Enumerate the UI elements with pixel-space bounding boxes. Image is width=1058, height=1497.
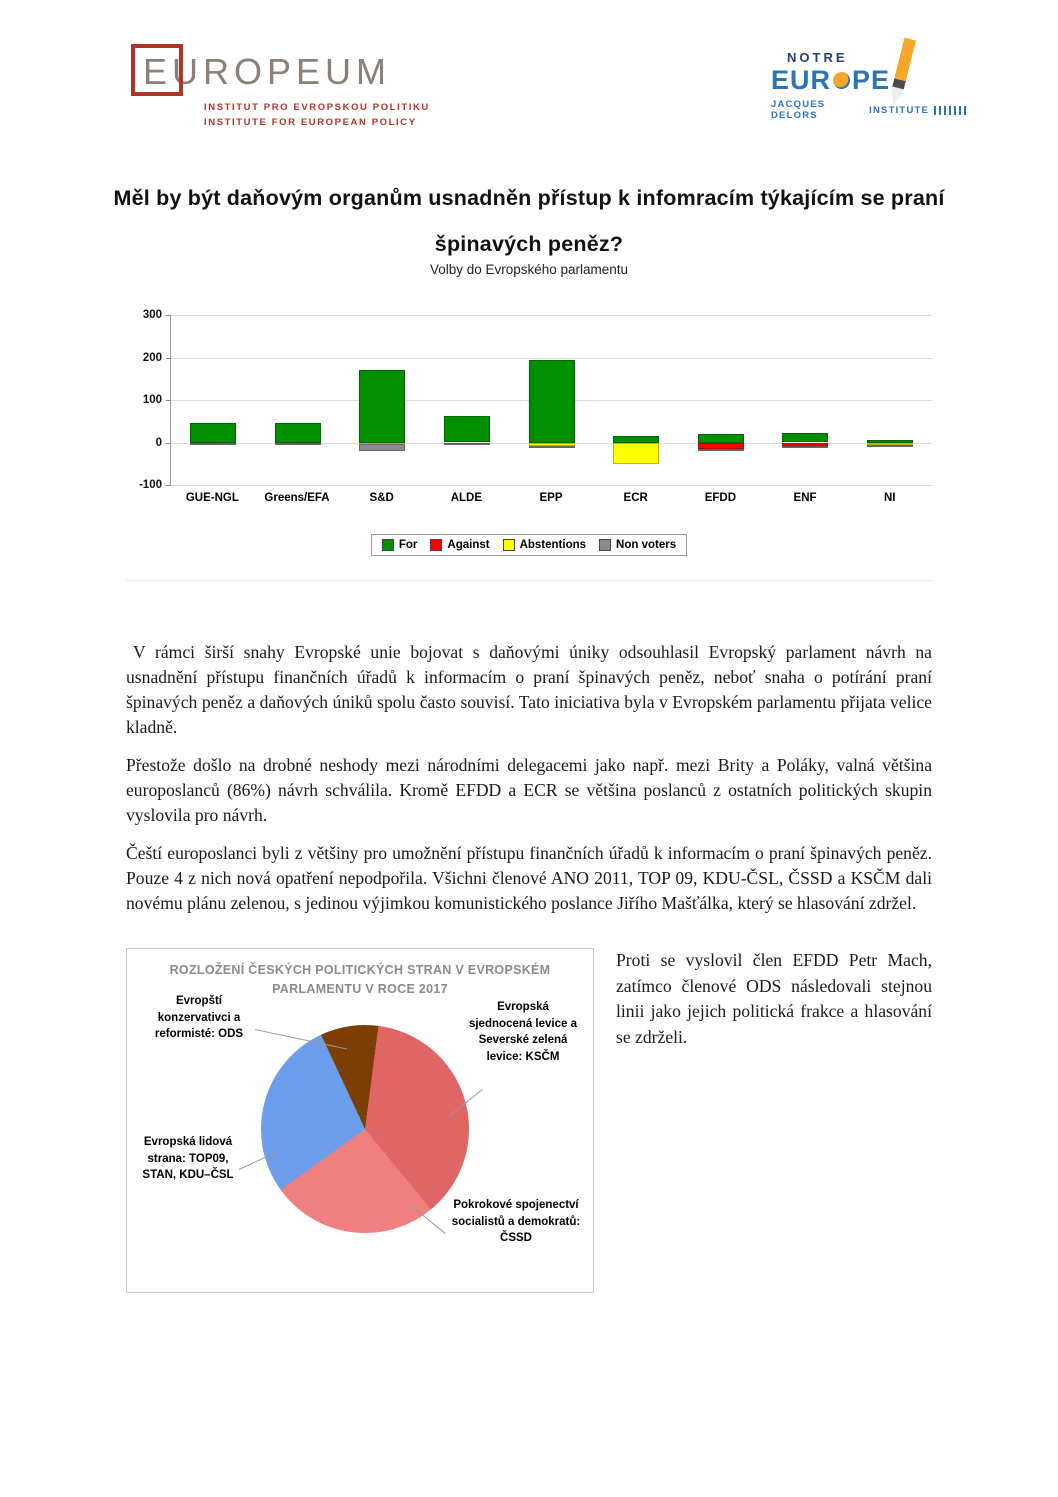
- header: [130, 46, 966, 130]
- jacques-delors-text: JACQUES DELORS: [771, 99, 826, 121]
- category-label: ALDE: [450, 492, 482, 504]
- side-paragraph: Proti se vyslovil člen EFDD Petr Mach, zatímco členové ODS následovali stejnou linii jako jejich politická frakce a hlasování se zdrželi.: [616, 950, 932, 1047]
- chart-legend-box: [371, 534, 687, 556]
- pie-chart-area: [127, 995, 593, 1292]
- pie-label-ods: Evropští konzervativci a reformisté: ODS: [154, 995, 244, 1041]
- pie-chart: [126, 948, 594, 1293]
- chart-title: Volby do Evropského parlamentu: [429, 262, 629, 277]
- bar-segment-non-voters: [867, 445, 913, 447]
- chart-legend: [126, 534, 932, 556]
- y-axis-label: 200: [142, 351, 162, 364]
- legend-label: Against: [447, 539, 490, 551]
- paragraph: V rámci širší snahy Evropské unie bojovat s daňovými úniky odsouhlasil Evropský parlament návrh na usnadnění přístupu finančních úřadů k informacím o praní špinavých peněz, neboť snaha o potírání praní špinavých peněz a daňových úniků spolu často souvisí. Tato iniciativa byla v Evropském parlamentu přijata velice kladně.: [126, 642, 932, 737]
- pie-label-cssd: Pokrokové spojenectví socialistů a demokratů: ČSSD: [451, 1199, 581, 1245]
- legend-label: Non voters: [616, 539, 677, 551]
- legend-swatch: [599, 539, 611, 551]
- page-title: [110, 182, 948, 261]
- bar-segment-for: [698, 434, 744, 443]
- europe-text-left: EUR: [771, 65, 832, 95]
- institute-text: INSTITUTE: [869, 104, 930, 116]
- legend-swatch: [430, 539, 442, 551]
- gridline: [171, 485, 932, 486]
- article-body: [126, 640, 932, 929]
- pie-chart-title: ROZLOŽENÍ ČESKÝCH POLITICKÝCH STRAN V EVROPSKÉM PARLAMENTU V ROCE 2017: [169, 963, 551, 996]
- category-label: NI: [883, 492, 896, 504]
- notre-text: NOTRE: [787, 50, 848, 65]
- bar-segment-non-voters: [359, 444, 405, 452]
- legend-item: [503, 539, 586, 551]
- bar-segment-for: [444, 416, 490, 443]
- pie-graphic: [261, 1025, 469, 1233]
- legend-item: [599, 539, 676, 551]
- page-title-line1: Měl by být daňovým organům usnadněn přístup k infomracím týkajícím se praní: [113, 186, 945, 211]
- bar-segment-for: [782, 433, 828, 442]
- bar-segment-for: [190, 423, 236, 442]
- legend-item: [430, 539, 489, 551]
- institute-line: [771, 99, 966, 121]
- legend-label: Abstentions: [519, 539, 587, 551]
- compass-dot-icon: [833, 72, 850, 89]
- bar-chart: [126, 262, 932, 556]
- y-axis-label: 0: [155, 436, 162, 449]
- paragraph: Přestože došlo na drobné neshody mezi národními delegacemi jako např. mezi Brity a Poláky, valná většina europoslanců (86%) návrh schválila. Kromě EFDD a ECR se většina poslanců z ostatních politických skupin vyslovila pro návrh.: [126, 754, 932, 825]
- bar-chart-categories: [170, 492, 932, 504]
- notre-europe-logo: [771, 46, 966, 121]
- bar-segment-abstentions: [613, 443, 659, 464]
- bar-segment-non-voters: [782, 446, 828, 448]
- institute-bars-icon: [934, 106, 966, 115]
- bar-segment-non-voters: [275, 443, 321, 445]
- europeum-subtitle-line2: INSTITUTE FOR EUROPEAN POLICY: [204, 117, 417, 129]
- europeum-logo: [130, 46, 430, 130]
- bar-segment-non-voters: [529, 446, 575, 448]
- europeum-subtitle-line1: INSTITUT PRO EVROPSKOU POLITIKU: [204, 102, 430, 113]
- category-label: ENF: [793, 492, 817, 504]
- bar-segment-against: [698, 443, 744, 450]
- europeum-logo-row: [140, 46, 391, 90]
- bottom-section: [126, 948, 932, 1293]
- category-label: Greens/EFA: [264, 492, 330, 504]
- y-axis-label: 300: [142, 309, 162, 321]
- bar-segment-for: [275, 423, 321, 442]
- europeum-logo-subtitle: [140, 100, 430, 130]
- pie-label-epp: Evropská lidová strana: TOP09, STAN, KDU–ČSL: [142, 1136, 234, 1182]
- y-axis-label: 100: [142, 394, 162, 406]
- europe-text: [771, 65, 966, 96]
- legend-swatch: [503, 539, 515, 551]
- bar-segment-for: [359, 370, 405, 442]
- legend-item: [382, 539, 418, 551]
- bar-segment-non-voters: [444, 443, 490, 445]
- bar-segment-non-voters: [190, 443, 236, 445]
- paragraph: Čeští europoslanci byli z většiny pro umožnění přístupu finančních úřadů k informacím o praní špinavých peněz. Pouze 4 z nich nová opatření nepodpořila. Všichni členové ANO 2011, TOP 09, KDU-ČSL, ČSSD a KSČM dali novému plánu zelenou, s jedinou výjimkou komunistického poslance Jiřího Mašťálka, který se hlasování zdržel.: [126, 842, 932, 913]
- europeum-logo-text: EUROPEUM: [143, 51, 392, 92]
- category-label: GUE-NGL: [185, 492, 239, 504]
- gridline: [171, 315, 932, 316]
- category-label: EFDD: [704, 492, 737, 504]
- category-label: EPP: [539, 492, 563, 504]
- gridline: [171, 358, 932, 359]
- europeum-square-icon: [131, 44, 183, 96]
- pie-label-kscm: Evropská sjednocená levice a Severské zelená levice: KSČM: [468, 1001, 578, 1064]
- y-axis-label: -100: [138, 479, 162, 491]
- legend-label: For: [398, 539, 418, 551]
- category-label: ECR: [623, 492, 648, 504]
- page-title-line2: špinavých peněz?: [434, 231, 624, 256]
- europe-text-right: PE: [852, 65, 891, 95]
- category-label: S&D: [369, 492, 394, 504]
- bar-segment-non-voters: [698, 449, 744, 451]
- divider: [126, 580, 932, 581]
- legend-swatch: [382, 539, 394, 551]
- bar-segment-for: [529, 360, 575, 443]
- bar-chart-plot: [138, 309, 932, 491]
